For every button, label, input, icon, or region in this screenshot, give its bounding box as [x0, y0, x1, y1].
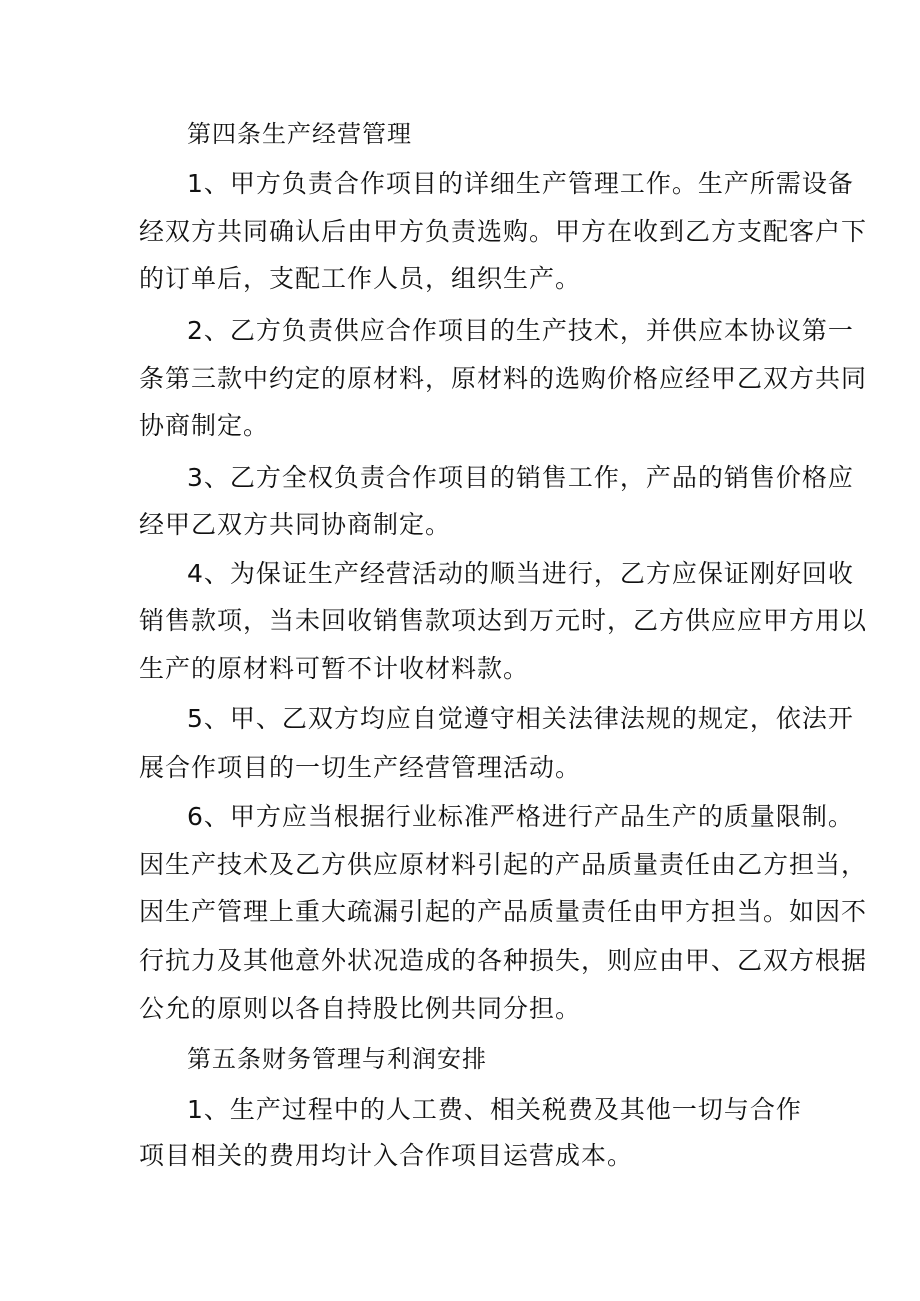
paragraph-line: 因生产管理上重大疏漏引起的产品质量责任由甲方担当。如因不 [139, 897, 868, 926]
paragraph-line: 5、甲、乙双方均应自觉遵守相关法律法规的规定，依法开 [187, 704, 854, 733]
paragraph-line: 项目相关的费用均计入合作项目运营成本。 [139, 1141, 634, 1170]
paragraph-line: 经甲乙双方共同协商制定。 [139, 510, 452, 539]
paragraph-line: 生产的原材料可暂不计收材料款。 [139, 654, 530, 683]
paragraph-line: 行抗力及其他意外状况造成的各种损失，则应由甲、乙双方根据 [139, 946, 868, 975]
paragraph-line: 因生产技术及乙方供应原材料引起的产品质量责任由乙方担当， [139, 850, 868, 879]
paragraph-line: 的订单后，支配工作人员，组织生产。 [139, 264, 582, 293]
paragraph-line: 4、为保证生产经营活动的顺当进行，乙方应保证刚好回收 [187, 559, 854, 588]
paragraph-line: 1、甲方负责合作项目的详细生产管理工作。生产所需设备 [187, 169, 854, 198]
paragraph-line: 1、生产过程中的人工费、相关税费及其他一切与合作 [187, 1095, 802, 1124]
article-4-heading: 第四条生产经营管理 [187, 120, 412, 148]
paragraph-line: 公允的原则以各自持股比例共同分担。 [139, 994, 582, 1023]
paragraph-line: 6、甲方应当根据行业标准严格进行产品生产的质量限制。 [187, 802, 854, 831]
paragraph-line: 协商制定。 [139, 411, 270, 440]
paragraph-line: 销售款项，当未回收销售款项达到万元时，乙方供应应甲方用以 [139, 606, 868, 635]
paragraph-line: 3、乙方全权负责合作项目的销售工作，产品的销售价格应 [187, 463, 854, 492]
paragraph-line: 2、乙方负责供应合作项目的生产技术，并供应本协议第一 [187, 316, 854, 345]
paragraph-line: 展合作项目的一切生产经营管理活动。 [139, 753, 582, 782]
paragraph-line: 经双方共同确认后由甲方负责选购。甲方在收到乙方支配客户下 [139, 217, 868, 246]
paragraph-line: 条第三款中约定的原材料，原材料的选购价格应经甲乙双方共同 [139, 364, 868, 393]
article-5-heading: 第五条财务管理与利润安排 [187, 1045, 487, 1073]
